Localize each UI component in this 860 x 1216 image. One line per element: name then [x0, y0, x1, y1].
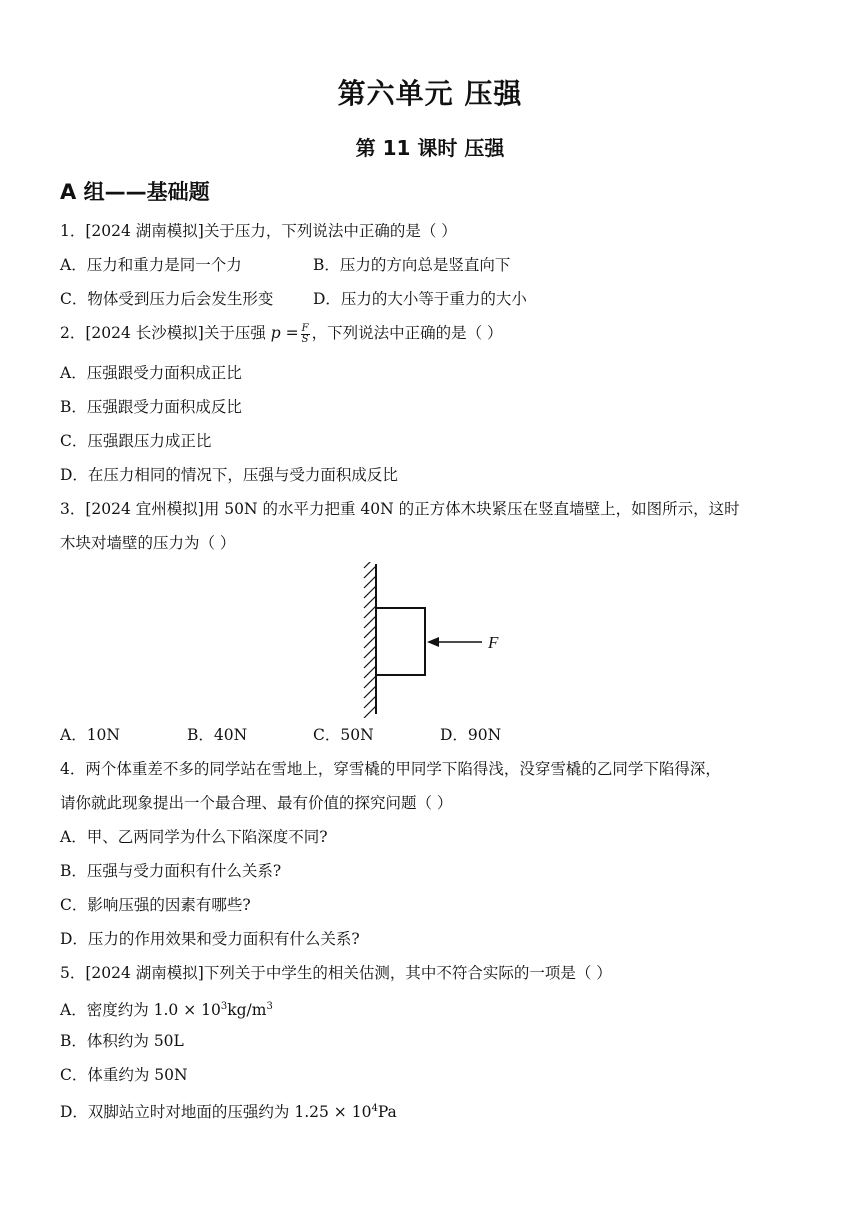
wood-block	[376, 608, 425, 675]
lesson-subtitle: 第 11 课时 压强	[355, 136, 505, 160]
q2-option-c: C．压强跟压力成正比	[60, 432, 212, 450]
q4-stem-line1: 4．两个体重差不多的同学站在雪地上，穿雪橇的甲同学下陷得浅，没穿雪橇的乙同学下陷得深，	[60, 760, 721, 778]
q4-option-c: C．影响压强的因素有哪些?	[60, 896, 251, 914]
q1-stem: 1．[2024 湖南模拟]关于压力，下列说法中正确的是（ ）	[60, 222, 457, 240]
q4-option-a: A．甲、乙两同学为什么下陷深度不同?	[60, 828, 328, 846]
force-arrowhead	[427, 637, 439, 647]
q5-option-a	[60, 996, 273, 1021]
q1-option-b: B．压力的方向总是竖直向下	[313, 256, 511, 274]
q2-option-b: B．压强跟受力面积成反比	[60, 398, 242, 416]
q2-option-d: D．在压力相同的情况下，压强与受力面积成反比	[60, 466, 398, 484]
q3-stem-line2: 木块对墙壁的压力为（ ）	[60, 534, 236, 552]
q5-option-a-exponent: 3	[220, 1001, 228, 1012]
q5-option-a-unit-exponent: 3	[266, 1001, 273, 1012]
q3-option-c: C．50N	[313, 726, 374, 744]
q2-formula-lhs: p =	[270, 324, 299, 342]
q3-option-a: A．10N	[60, 726, 120, 744]
q5-option-b: B．体积约为 50L	[60, 1032, 184, 1050]
q5-option-d-value: D．双脚站立时对地面的压强约为 1.25 × 10	[60, 1103, 372, 1121]
wall-hatching	[364, 562, 376, 718]
q4-option-d: D．压力的作用效果和受力面积有什么关系?	[60, 930, 360, 948]
q5-option-d	[60, 1098, 397, 1123]
q5-option-a-value: A．密度约为 1.0 × 10	[60, 1001, 221, 1019]
q5-option-a-unit: kg/m	[227, 1001, 267, 1019]
q2-formula-numerator: F	[301, 322, 309, 334]
q2-stem-suffix: ，下列说法中正确的是（ ）	[311, 324, 503, 342]
q1-option-d: D．压力的大小等于重力的大小	[313, 290, 527, 308]
q2-option-a: A．压强跟受力面积成正比	[60, 364, 242, 382]
q2-formula-fraction	[301, 324, 310, 345]
force-label: F	[488, 633, 499, 652]
q1-option-a: A．压力和重力是同一个力	[60, 256, 242, 274]
unit-title: 第六单元 压强	[337, 77, 523, 110]
q5-option-d-unit: Pa	[377, 1103, 397, 1121]
q5-option-c: C．体重约为 50N	[60, 1066, 188, 1084]
section-heading: A 组——基础题	[60, 180, 210, 204]
q5-stem: 5．[2024 湖南模拟]下列关于中学生的相关估测，其中不符合实际的一项是（ ）	[60, 964, 612, 982]
q5-option-d-exponent: 4	[371, 1103, 378, 1114]
q3-option-b: B．40N	[187, 726, 248, 744]
q1-option-c: C．物体受到压力后会发生形变	[60, 290, 274, 308]
q3-option-d: D．90N	[440, 726, 502, 744]
q2-formula-denominator: S	[301, 333, 309, 345]
q4-option-b: B．压强与受力面积有什么关系?	[60, 862, 282, 880]
q2-stem-prefix: 2．[2024 长沙模拟]关于压强	[60, 324, 271, 342]
q3-stem-line1: 3．[2024 宜州模拟]用 50N 的水平力把重 40N 的正方体木块紧压在竖直墙壁上，如图所示，这时	[60, 500, 740, 518]
q2-stem	[60, 322, 503, 345]
wall-block-force-diagram	[355, 562, 515, 718]
q4-stem-line2: 请你就此现象提出一个最合理、最有价值的探究问题（ ）	[60, 794, 453, 812]
